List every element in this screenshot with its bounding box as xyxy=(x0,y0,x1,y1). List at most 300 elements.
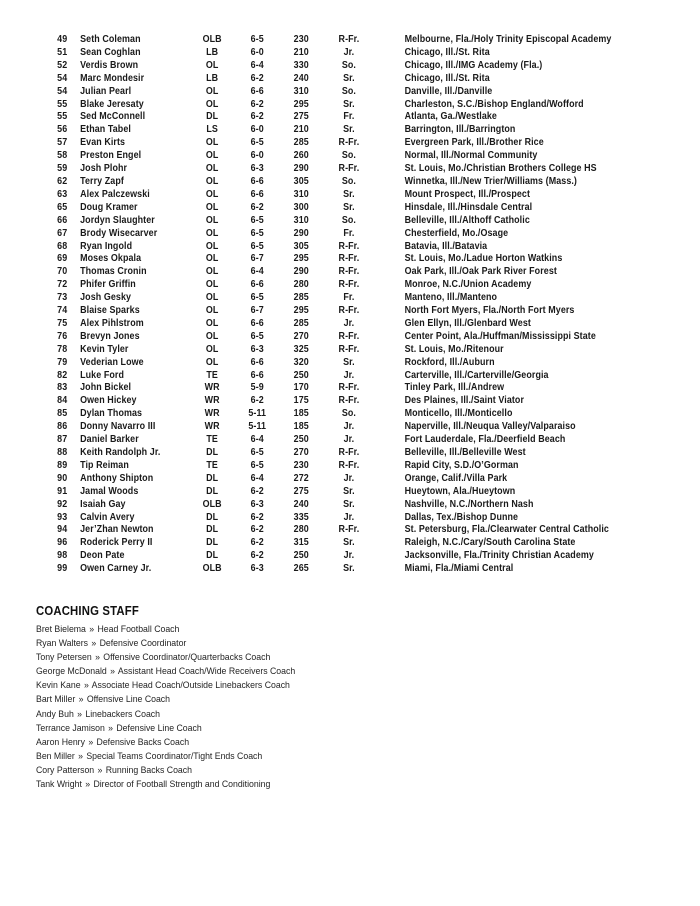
coach-separator-icon: » xyxy=(85,778,91,790)
player-weight: 210 xyxy=(293,46,309,58)
player-number: 68 xyxy=(57,240,68,252)
table-row xyxy=(36,163,700,176)
coach-name: George McDonald xyxy=(36,665,107,677)
player-height: 6-5 xyxy=(250,292,264,304)
player-class: So. xyxy=(341,85,356,97)
player-weight: 315 xyxy=(293,537,309,549)
coach-separator-icon: » xyxy=(78,749,83,761)
player-name: Julian Pearl xyxy=(80,85,132,97)
player-position: LS xyxy=(206,124,218,136)
player-name: Anthony Shipton xyxy=(80,472,154,484)
player-position: TE xyxy=(206,434,218,446)
table-row xyxy=(36,215,700,228)
player-name: Moses Okpala xyxy=(80,253,142,265)
player-name: Ethan Tabel xyxy=(80,124,131,136)
player-hometown: St. Petersburg, Fla./Clearwater Central Catholic xyxy=(404,524,609,536)
player-number: 90 xyxy=(57,472,68,484)
player-class: So. xyxy=(341,408,356,420)
player-weight: 230 xyxy=(293,34,309,45)
player-number: 84 xyxy=(57,395,68,407)
player-number: 57 xyxy=(57,137,68,149)
player-weight: 250 xyxy=(293,369,309,381)
player-class: R-Fr. xyxy=(338,305,360,317)
player-number: 83 xyxy=(57,382,68,394)
player-name: Tip Reiman xyxy=(80,459,129,471)
player-hometown: Evergreen Park, Ill./Brother Rice xyxy=(404,137,544,149)
coach-separator-icon: » xyxy=(95,651,100,663)
coach-role: Defensive Coordinator xyxy=(99,637,187,649)
player-name: Kevin Tyler xyxy=(80,343,129,355)
coach-role: Running Backs Coach xyxy=(105,763,192,775)
player-position: DL xyxy=(206,524,219,536)
player-height: 6-5 xyxy=(250,227,264,239)
player-class: R-Fr. xyxy=(338,382,360,394)
player-class: Fr. xyxy=(343,111,355,123)
list-item xyxy=(36,777,501,791)
player-weight: 290 xyxy=(293,266,309,278)
player-height: 6-2 xyxy=(250,511,264,523)
player-name: Donny Navarro III xyxy=(80,421,156,433)
player-position: OL xyxy=(205,240,219,252)
player-number: 66 xyxy=(57,214,68,226)
coach-role: Defensive Backs Coach xyxy=(96,735,190,747)
player-weight: 260 xyxy=(293,150,309,162)
player-height: 6-2 xyxy=(250,98,264,110)
table-row xyxy=(36,176,700,189)
table-row xyxy=(36,202,700,215)
player-name: Sed McConnell xyxy=(80,111,146,123)
player-weight: 295 xyxy=(293,98,309,110)
player-position: DL xyxy=(206,472,219,484)
player-hometown: Tinley Park, Ill./Andrew xyxy=(404,382,505,394)
coach-name: Bart Miller xyxy=(36,693,76,705)
player-hometown: St. Louis, Mo./Christian Brothers College HS xyxy=(404,163,597,175)
player-hometown: Belleville, Ill./Belleville West xyxy=(404,447,526,458)
player-hometown: Fort Lauderdale, Fla./Deerfield Beach xyxy=(404,434,566,446)
coach-separator-icon: » xyxy=(78,693,84,705)
table-row xyxy=(36,499,700,512)
player-weight: 270 xyxy=(293,330,309,342)
player-hometown: Mount Prospect, Ill./Prospect xyxy=(404,188,531,200)
player-class: R-Fr. xyxy=(338,343,360,355)
table-row xyxy=(36,370,700,383)
player-name: Jer’Zhan Newton xyxy=(80,524,154,536)
player-weight: 240 xyxy=(293,498,309,510)
player-height: 6-6 xyxy=(250,356,264,368)
player-class: Jr. xyxy=(343,369,355,381)
coach-role: Linebackers Coach xyxy=(85,707,161,719)
coach-role: Offensive Coordinator/Quarterbacks Coach xyxy=(103,651,271,663)
player-class: R-Fr. xyxy=(338,330,360,342)
player-height: 6-2 xyxy=(250,537,264,549)
player-position: OL xyxy=(205,137,219,149)
player-position: OL xyxy=(205,188,219,200)
player-number: 72 xyxy=(57,279,68,291)
player-class: Jr. xyxy=(343,472,355,484)
player-class: Sr. xyxy=(343,485,355,497)
table-row xyxy=(36,408,700,421)
player-hometown: St. Louis, Mo./Ladue Horton Watkins xyxy=(404,253,563,265)
player-height: 6-5 xyxy=(250,330,264,342)
player-position: OL xyxy=(205,214,219,226)
player-name: Phifer Griffin xyxy=(80,279,136,291)
player-class: R-Fr. xyxy=(338,240,360,252)
player-height: 6-6 xyxy=(250,175,264,187)
player-position: OL xyxy=(205,317,219,329)
player-name: Preston Engel xyxy=(80,150,142,162)
player-height: 6-4 xyxy=(250,59,264,71)
player-position: DL xyxy=(206,111,219,123)
player-position: LB xyxy=(206,46,219,58)
player-number: 54 xyxy=(57,72,68,84)
player-height: 6-7 xyxy=(250,253,264,265)
player-class: R-Fr. xyxy=(338,266,360,278)
player-hometown: Des Plaines, Ill./Saint Viator xyxy=(404,395,525,407)
table-row xyxy=(36,292,700,305)
player-weight: 185 xyxy=(293,421,309,433)
player-number: 76 xyxy=(57,330,68,342)
coach-name: Ryan Walters xyxy=(36,637,89,649)
player-height: 6-6 xyxy=(250,85,264,97)
coach-name: Andy Buh xyxy=(36,707,74,719)
player-weight: 250 xyxy=(293,434,309,446)
player-name: Marc Mondesir xyxy=(80,72,145,84)
player-height: 6-6 xyxy=(250,279,264,291)
coach-name: Kevin Kane xyxy=(36,679,81,691)
player-name: Thomas Cronin xyxy=(80,266,147,278)
player-hometown: Glen Ellyn, Ill./Glenbard West xyxy=(404,317,531,329)
player-height: 5-9 xyxy=(250,382,264,394)
player-weight: 305 xyxy=(293,175,309,187)
player-name: Luke Ford xyxy=(80,369,125,381)
player-hometown: Barrington, Ill./Barrington xyxy=(404,124,516,136)
player-class: R-Fr. xyxy=(338,459,360,471)
player-name: Isaiah Gay xyxy=(80,498,126,510)
player-hometown: Winnetka, Ill./New Trier/Williams (Mass.) xyxy=(404,175,577,187)
list-item xyxy=(36,622,501,636)
player-height: 6-7 xyxy=(250,305,264,317)
list-item xyxy=(36,721,501,735)
coaching-staff-list xyxy=(36,622,536,791)
table-row xyxy=(36,473,700,486)
player-number: 73 xyxy=(57,292,68,304)
player-weight: 325 xyxy=(293,343,309,355)
player-class: R-Fr. xyxy=(338,137,360,149)
player-weight: 335 xyxy=(293,511,309,523)
player-position: WR xyxy=(204,382,220,394)
player-class: Jr. xyxy=(343,46,355,58)
player-number: 55 xyxy=(57,111,68,123)
player-height: 6-2 xyxy=(250,111,264,123)
player-number: 93 xyxy=(57,511,68,523)
player-height: 5-11 xyxy=(248,421,267,433)
player-name: Ryan Ingold xyxy=(80,240,133,252)
coach-role: Associate Head Coach/Outside Linebackers Coach xyxy=(91,679,290,691)
player-hometown: Raleigh, N.C./Cary/South Carolina State xyxy=(404,537,576,549)
player-name: Dylan Thomas xyxy=(80,408,143,420)
player-class: R-Fr. xyxy=(338,279,360,291)
table-row xyxy=(36,150,700,163)
player-height: 6-3 xyxy=(250,163,264,175)
player-number: 67 xyxy=(57,227,68,239)
table-row xyxy=(36,357,700,370)
player-hometown: Orange, Calif./Villa Park xyxy=(404,472,508,484)
coach-name: Cory Patterson xyxy=(36,763,95,775)
player-position: DL xyxy=(206,447,219,458)
player-class: Sr. xyxy=(343,201,355,213)
player-number: 69 xyxy=(57,253,68,265)
player-hometown: Jacksonville, Fla./Trinity Christian Academy xyxy=(404,550,594,562)
table-row xyxy=(36,137,700,150)
player-position: OLB xyxy=(202,563,222,575)
player-weight: 210 xyxy=(293,124,309,136)
player-position: DL xyxy=(206,537,219,549)
table-row xyxy=(36,318,700,331)
table-row xyxy=(36,189,700,202)
coach-role: Assistant Head Coach/Wide Receivers Coach xyxy=(117,665,296,677)
player-weight: 295 xyxy=(293,305,309,317)
player-name: Verdis Brown xyxy=(80,59,139,71)
player-weight: 305 xyxy=(293,240,309,252)
table-row xyxy=(36,550,700,563)
player-number: 75 xyxy=(57,317,68,329)
player-position: OL xyxy=(205,227,219,239)
player-number: 58 xyxy=(57,150,68,162)
player-position: WR xyxy=(204,395,220,407)
player-hometown: Monroe, N.C./Union Academy xyxy=(404,279,532,291)
player-class: Sr. xyxy=(343,498,355,510)
player-hometown: Hueytown, Ala./Hueytown xyxy=(404,485,516,497)
player-position: OL xyxy=(205,253,219,265)
player-name: Vederian Lowe xyxy=(80,356,144,368)
player-hometown: Chicago, Ill./St. Rita xyxy=(404,72,490,84)
player-name: Brody Wisecarver xyxy=(80,227,158,239)
player-height: 6-3 xyxy=(250,343,264,355)
coach-role: Offensive Line Coach xyxy=(86,693,171,705)
coach-name: Aaron Henry xyxy=(36,735,85,747)
player-class: Fr. xyxy=(343,227,355,239)
table-row xyxy=(36,524,700,537)
player-number: 59 xyxy=(57,163,68,175)
player-class: Fr. xyxy=(343,292,355,304)
player-class: Sr. xyxy=(343,188,355,200)
player-hometown: Nashville, N.C./Northern Nash xyxy=(404,498,534,510)
coach-name: Bret Bielema xyxy=(36,623,86,634)
player-number: 87 xyxy=(57,434,68,446)
table-row xyxy=(36,99,700,112)
player-number: 54 xyxy=(57,85,68,97)
player-class: Sr. xyxy=(343,356,355,368)
player-height: 6-5 xyxy=(250,447,264,458)
player-number: 65 xyxy=(57,201,68,213)
player-class: Sr. xyxy=(343,98,355,110)
player-weight: 310 xyxy=(293,214,309,226)
player-number: 92 xyxy=(57,498,68,510)
player-number: 85 xyxy=(57,408,68,420)
list-item xyxy=(36,664,501,678)
player-hometown: Charleston, S.C./Bishop England/Wofford xyxy=(404,98,584,110)
player-hometown: Batavia, Ill./Batavia xyxy=(404,240,488,252)
player-number: 94 xyxy=(57,524,68,536)
player-hometown: North Fort Myers, Fla./North Fort Myers xyxy=(404,305,575,317)
player-hometown: Monticello, Ill./Monticello xyxy=(404,408,513,420)
player-height: 6-3 xyxy=(250,563,264,575)
list-item xyxy=(36,636,501,650)
table-row xyxy=(36,512,700,525)
coach-separator-icon: » xyxy=(88,735,94,747)
player-name: Alex Pihlstrom xyxy=(80,317,144,329)
player-hometown: Danville, Ill./Danville xyxy=(404,85,493,97)
player-hometown: Chicago, Ill./IMG Academy (Fla.) xyxy=(404,59,543,71)
coach-name: Terrance Jamison xyxy=(36,721,105,733)
player-name: Sean Coghlan xyxy=(80,46,141,58)
player-position: OL xyxy=(205,343,219,355)
player-weight: 175 xyxy=(293,395,309,407)
player-name: Alex Palczewski xyxy=(80,188,150,200)
table-row xyxy=(36,266,700,279)
player-name: Calvin Avery xyxy=(80,511,135,523)
table-row xyxy=(36,434,700,447)
player-weight: 270 xyxy=(293,447,309,458)
player-position: LB xyxy=(206,72,219,84)
table-row xyxy=(36,253,700,266)
list-item xyxy=(36,735,501,749)
player-position: OL xyxy=(205,85,219,97)
player-number: 62 xyxy=(57,175,68,187)
player-height: 6-6 xyxy=(250,188,264,200)
table-row xyxy=(36,305,700,318)
player-position: OL xyxy=(205,356,219,368)
player-number: 78 xyxy=(57,343,68,355)
player-class: So. xyxy=(341,214,356,226)
player-name: John Bickel xyxy=(80,382,132,394)
coach-separator-icon: » xyxy=(77,707,83,719)
player-position: OL xyxy=(205,163,219,175)
coach-separator-icon: » xyxy=(91,637,97,649)
table-row xyxy=(36,73,700,86)
player-name: Brevyn Jones xyxy=(80,330,140,342)
player-hometown: Rapid City, S.D./O’Gorman xyxy=(404,459,519,471)
player-hometown: Melbourne, Fla./Holy Trinity Episcopal Academy xyxy=(404,34,612,45)
player-height: 6-2 xyxy=(250,550,264,562)
player-number: 70 xyxy=(57,266,68,278)
player-weight: 290 xyxy=(293,227,309,239)
table-row xyxy=(36,460,700,473)
player-name: Josh Gesky xyxy=(80,292,132,304)
player-number: 52 xyxy=(57,59,68,71)
coach-role: Special Teams Coordinator/Tight Ends Coach xyxy=(86,749,263,761)
player-name: Roderick Perry II xyxy=(80,537,153,549)
player-weight: 170 xyxy=(293,382,309,394)
player-position: OL xyxy=(205,279,219,291)
player-class: Sr. xyxy=(343,537,355,549)
player-position: OL xyxy=(205,330,219,342)
player-number: 88 xyxy=(57,447,68,458)
player-height: 6-5 xyxy=(250,459,264,471)
player-number: 49 xyxy=(57,34,68,45)
table-row xyxy=(36,447,700,460)
player-position: OL xyxy=(205,266,219,278)
table-row xyxy=(36,47,700,60)
player-name: Jordyn Slaughter xyxy=(80,214,155,226)
coach-separator-icon: » xyxy=(83,679,89,691)
player-position: OL xyxy=(205,201,219,213)
player-height: 6-0 xyxy=(250,150,264,162)
player-position: DL xyxy=(206,511,219,523)
player-hometown: Naperville, Ill./Neuqua Valley/Valparaiso xyxy=(404,421,576,433)
roster-table-body xyxy=(36,34,700,576)
player-hometown: Oak Park, Ill./Oak Park River Forest xyxy=(404,266,557,278)
player-position: DL xyxy=(206,485,219,497)
table-row xyxy=(36,60,700,73)
player-class: R-Fr. xyxy=(338,34,360,45)
player-height: 6-5 xyxy=(250,137,264,149)
player-hometown: Normal, Ill./Normal Community xyxy=(404,150,538,162)
coaching-staff-title: COACHING STAFF xyxy=(36,604,139,618)
player-position: WR xyxy=(204,421,220,433)
player-height: 6-4 xyxy=(250,266,264,278)
player-weight: 265 xyxy=(293,563,309,575)
table-row xyxy=(36,86,700,99)
player-position: OL xyxy=(205,59,219,71)
player-class: Sr. xyxy=(343,72,355,84)
player-height: 6-2 xyxy=(250,72,264,84)
player-position: OL xyxy=(205,305,219,317)
player-position: OL xyxy=(205,150,219,162)
player-height: 6-2 xyxy=(250,485,264,497)
player-number: 86 xyxy=(57,421,68,433)
player-hometown: Chesterfield, Mo./Osage xyxy=(404,227,509,239)
player-height: 6-4 xyxy=(250,472,264,484)
coach-separator-icon: » xyxy=(97,763,103,775)
player-class: R-Fr. xyxy=(338,163,360,175)
table-row xyxy=(36,34,700,47)
player-position: TE xyxy=(206,459,218,471)
player-hometown: Dallas, Tex./Bishop Dunne xyxy=(404,511,519,523)
player-weight: 285 xyxy=(293,292,309,304)
player-weight: 240 xyxy=(293,72,309,84)
list-item xyxy=(36,707,501,721)
player-name: Owen Hickey xyxy=(80,395,137,407)
player-class: So. xyxy=(341,59,356,71)
player-weight: 185 xyxy=(293,408,309,420)
coach-separator-icon: » xyxy=(108,721,114,733)
player-position: OL xyxy=(205,292,219,304)
list-item xyxy=(36,749,501,763)
player-height: 6-2 xyxy=(250,395,264,407)
player-weight: 285 xyxy=(293,137,309,149)
table-row xyxy=(36,241,700,254)
player-hometown: Manteno, Ill./Manteno xyxy=(404,292,498,304)
player-name: Jamal Woods xyxy=(80,485,139,497)
player-name: Blaise Sparks xyxy=(80,305,140,317)
player-number: 89 xyxy=(57,459,68,471)
player-weight: 310 xyxy=(293,85,309,97)
player-weight: 290 xyxy=(293,163,309,175)
player-height: 6-2 xyxy=(250,201,264,213)
player-number: 82 xyxy=(57,369,68,381)
player-number: 55 xyxy=(57,98,68,110)
player-hometown: Rockford, Ill./Auburn xyxy=(404,356,495,368)
player-position: TE xyxy=(206,369,218,381)
list-item xyxy=(36,678,501,692)
player-weight: 300 xyxy=(293,201,309,213)
player-name: Seth Coleman xyxy=(80,34,141,45)
table-row xyxy=(36,228,700,241)
player-hometown: St. Louis, Mo./Ritenour xyxy=(404,343,504,355)
player-weight: 280 xyxy=(293,524,309,536)
coach-role: Director of Football Strength and Conditioning xyxy=(93,778,271,790)
